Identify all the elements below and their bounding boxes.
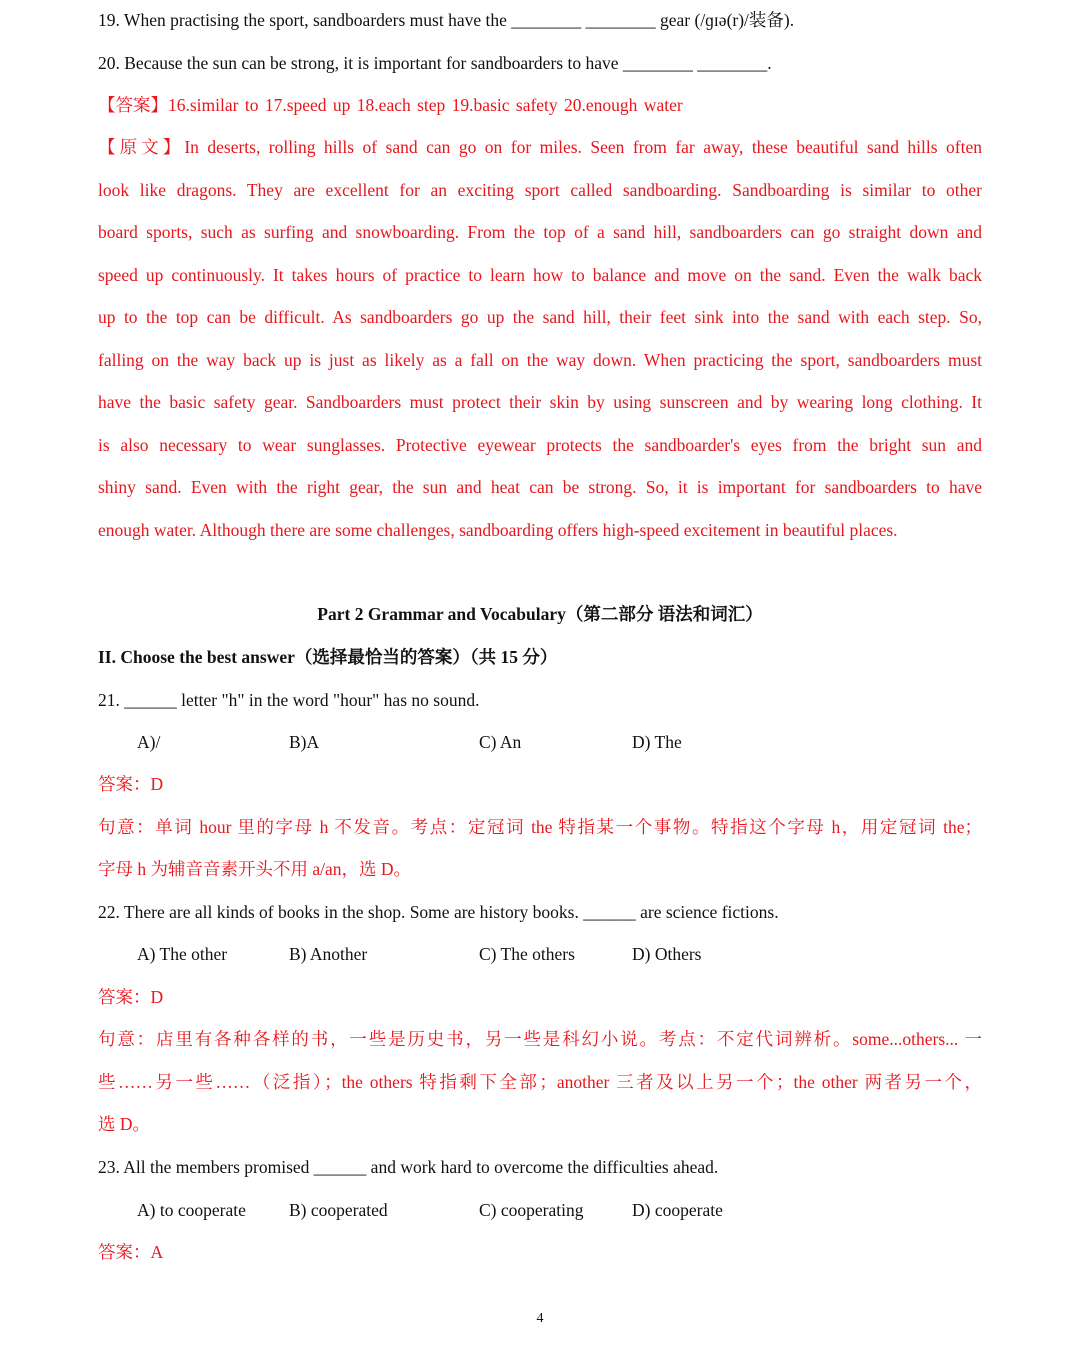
option-a: A) to cooperate <box>137 1200 246 1220</box>
question-20: 20. Because the sun can be strong, it is important for sandboarders to have ________ ________. <box>98 53 772 73</box>
answer-key: 【答案】16.similar to 17.speed up 18.each step 19.basic safety 20.enough water <box>98 95 683 115</box>
section-heading: II. Choose the best answer（选择最恰当的答案）（共 15 分） <box>98 647 558 667</box>
option-d: D) The <box>632 732 682 752</box>
option-a: A)/ <box>137 732 161 752</box>
option-a: A) The other <box>137 944 228 964</box>
option-d: D) Others <box>632 944 702 964</box>
option-d: D) cooperate <box>632 1200 723 1220</box>
question-stem: 21. ______ letter "h" in the word "hour" has no sound. <box>98 690 480 710</box>
transcript-line: look like dragons. They are excellent for an exciting sport called sandboarding. Sandboarding is similar to other <box>98 180 982 200</box>
option-b: B) cooperated <box>289 1200 388 1220</box>
option-c: C) cooperating <box>479 1200 584 1220</box>
option-b: B) Another <box>289 944 368 964</box>
question-stem: 22. There are all kinds of books in the shop. Some are history books. ______ are science fictions. <box>98 902 779 922</box>
answer-label: 答案：A <box>98 1242 164 1262</box>
transcript-line: have the basic safety gear. Sandboarders must protect their skin by using sunscreen and by wearing long clothing. It <box>98 392 982 412</box>
option-c: C) The others <box>479 944 575 964</box>
transcript-line: enough water. Although there are some challenges, sandboarding offers high-speed excitement in beautiful places. <box>98 520 898 540</box>
part-heading: Part 2 Grammar and Vocabulary（第二部分 语法和词汇） <box>317 604 763 624</box>
transcript-line: board sports, such as surfing and snowboarding. From the top of a sand hill, sandboarders can go straight down and <box>98 222 982 242</box>
answer-label: 答案：D <box>98 987 164 1007</box>
explanation-line: 句意：单词 hour 里的字母 h 不发音。考点：定冠词 the 特指某一个事物。特指这个字母 h，用定冠词 the； <box>98 817 982 837</box>
page-number: 4 <box>536 1311 544 1326</box>
transcript-line: falling on the way back up is just as likely as a fall on the way down. When practicing the sport, sandboarders must <box>98 350 982 370</box>
transcript-line: is also necessary to wear sunglasses. Protective eyewear protects the sandboarder's eyes from the bright sun and <box>98 435 982 455</box>
transcript-line: shiny sand. Even with the right gear, the sun and heat can be strong. So, it is important for sandboarders to have <box>98 477 982 497</box>
transcript-line: speed up continuously. It takes hours of practice to learn how to balance and move on the sand. Even the walk back <box>98 265 982 285</box>
option-c: C) An <box>479 732 522 752</box>
transcript-line: 【原文】In deserts, rolling hills of sand can go on for miles. Seen from far away, these beautiful sand hills often <box>98 137 982 157</box>
explanation-line: 选 D。 <box>98 1114 151 1134</box>
explanation-line: 句意：店里有各种各样的书，一些是历史书，另一些是科幻小说。考点：不定代词辨析。some...others... 一 <box>98 1029 982 1049</box>
explanation-line: 字母 h 为辅音音素开头不用 a/an，选 D。 <box>98 859 412 879</box>
answer-label: 答案：D <box>98 774 164 794</box>
option-b: B)A <box>289 732 320 752</box>
question-stem: 23. All the members promised ______ and work hard to overcome the difficulties ahead. <box>98 1157 719 1177</box>
question-19: 19. When practising the sport, sandboarders must have the ________ ________ gear (/ɡɪə(r)/装备). <box>98 10 795 30</box>
transcript-line: up to the top can be difficult. As sandboarders go up the sand hill, their feet sink into the sand with each step. So, <box>98 307 982 327</box>
explanation-line: 些……另一些……（泛指）；the others 特指剩下全部；another 三者及以上另一个；the other 两者另一个， <box>98 1072 982 1092</box>
